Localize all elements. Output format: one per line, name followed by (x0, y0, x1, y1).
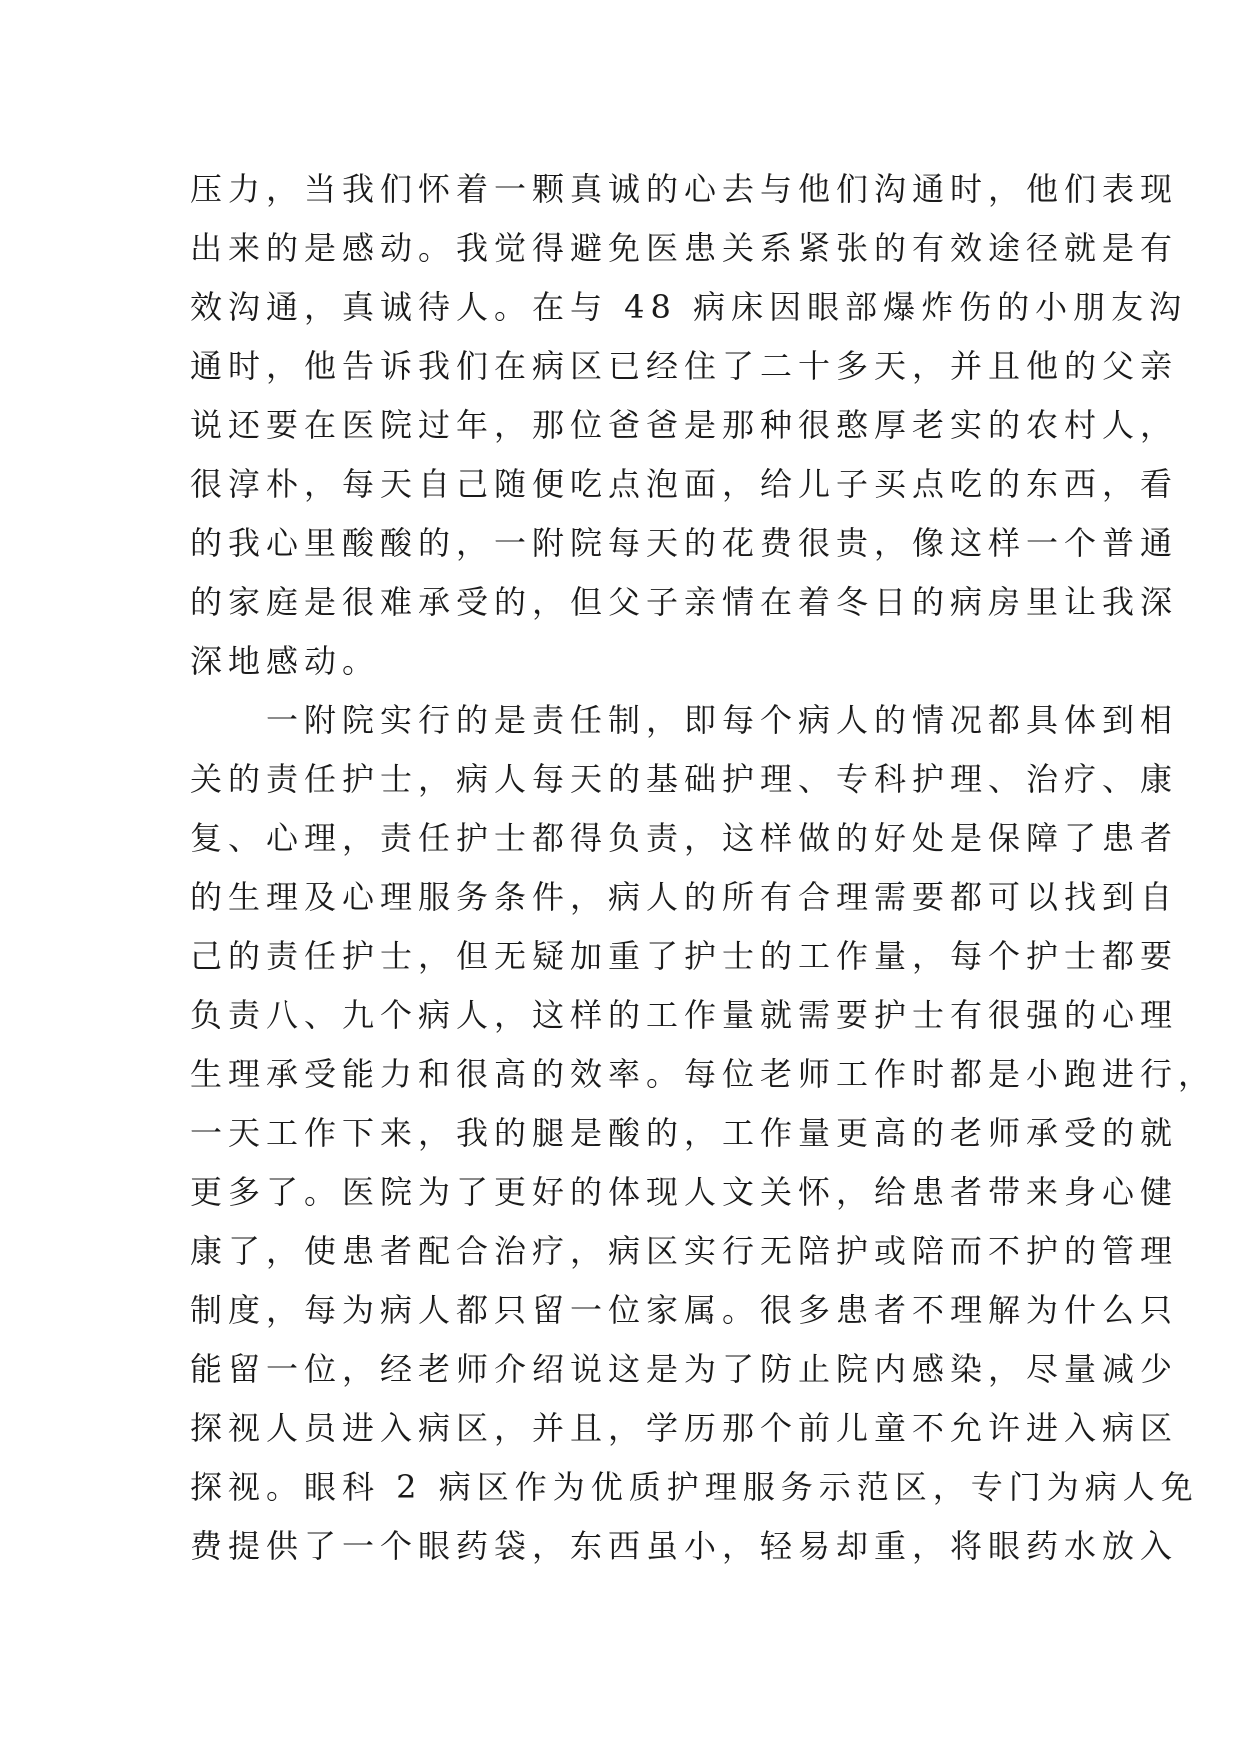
text-line: 费提供了一个眼药袋，东西虽小，轻易却重，将眼药水放入 (190, 1527, 1179, 1565)
text-line: 复、心理，责任护士都得负责，这样做的好处是保障了患者 (190, 819, 1179, 857)
text-line: 生理承受能力和很高的效率。每位老师工作时都是小跑进行， (190, 1055, 1217, 1093)
body-text (190, 160, 1217, 1576)
text-line: 很淳朴，每天自己随便吃点泡面，给儿子买点吃的东西，看 (190, 465, 1179, 503)
text-line: 己的责任护士，但无疑加重了护士的工作量，每个护士都要 (190, 937, 1179, 975)
text-line: 负责八、九个病人，这样的工作量就需要护士有很强的心理 (190, 996, 1179, 1034)
text-line: 的生理及心理服务条件，病人的所有合理需要都可以找到自 (190, 878, 1179, 916)
text-line: 通时，他告诉我们在病区已经住了二十多天，并且他的父亲 (190, 347, 1179, 385)
text-line: 的家庭是很难承受的，但父子亲情在着冬日的病房里让我深 (190, 583, 1179, 621)
text-line: 的我心里酸酸的，一附院每天的花费很贵，像这样一个普通 (190, 524, 1179, 562)
text-line: 压力，当我们怀着一颗真诚的心去与他们沟通时，他们表现 (190, 170, 1179, 208)
text-line: 出来的是感动。我觉得避免医患关系紧张的有效途径就是有 (190, 229, 1179, 267)
text-line: 更多了。医院为了更好的体现人文关怀，给患者带来身心健 (190, 1173, 1179, 1211)
text-line: 一天工作下来，我的腿是酸的，工作量更高的老师承受的就 (190, 1114, 1179, 1152)
text-line: 说还要在医院过年，那位爸爸是那种很憨厚老实的农村人， (190, 406, 1179, 444)
text-line: 探视人员进入病区，并且，学历那个前儿童不允许进入病区 (190, 1409, 1179, 1447)
text-line: 关的责任护士，病人每天的基础护理、专科护理、治疗、康 (190, 760, 1179, 798)
text-line: 效沟通，真诚待人。在与 48 病床因眼部爆炸伤的小朋友沟 (190, 288, 1188, 326)
text-line: 深地感动。 (190, 642, 381, 680)
text-line: 探视。眼科 2 病区作为优质护理服务示范区，专门为病人免 (190, 1468, 1199, 1506)
text-line: 康了，使患者配合治疗，病区实行无陪护或陪而不护的管理 (190, 1232, 1179, 1270)
text-line: 能留一位，经老师介绍说这是为了防止院内感染，尽量减少 (190, 1350, 1179, 1388)
text-line: 制度，每为病人都只留一位家属。很多患者不理解为什么只 (190, 1291, 1179, 1329)
paragraph-first-line: 一附院实行的是责任制，即每个病人的情况都具体到相 (266, 701, 1179, 739)
